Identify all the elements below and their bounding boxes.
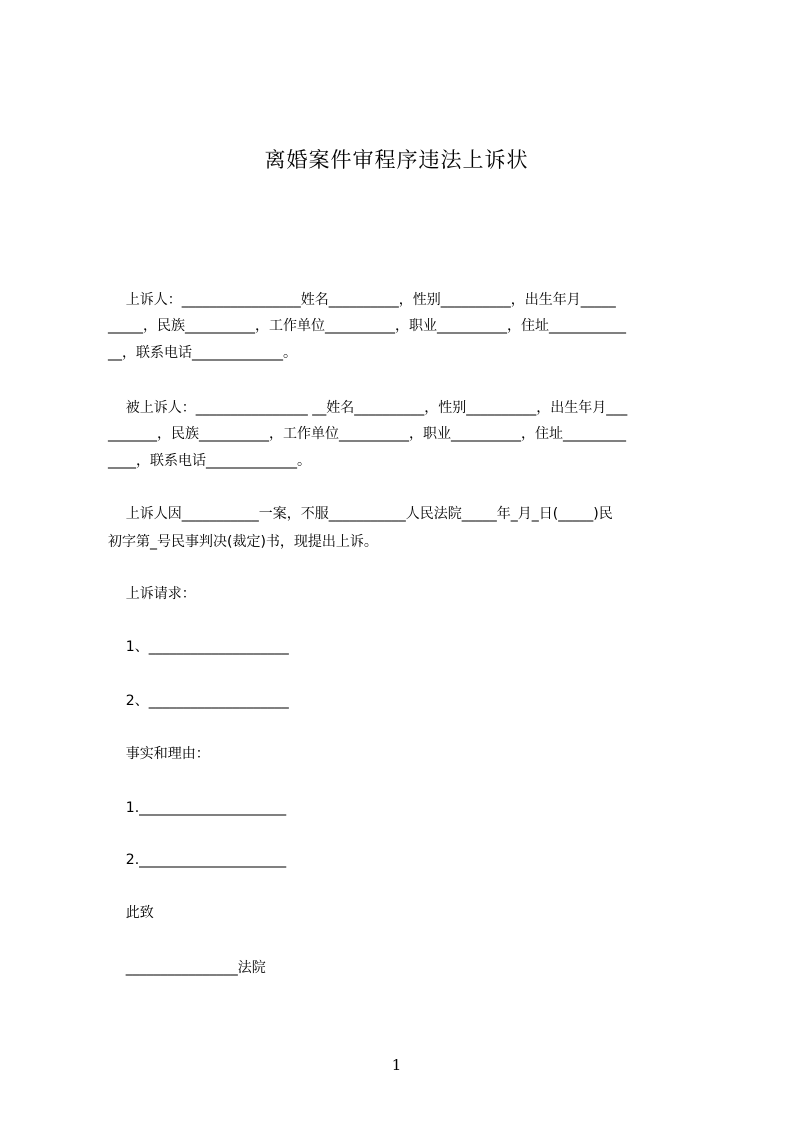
- request-item-1: 1、____________________: [108, 639, 289, 655]
- case-line-1: 上诉人因___________一案，不服___________人民法院_____年_月_日(_____)民: [108, 506, 613, 522]
- respondent-line-1: 被上诉人：________________ __姓名__________，性别__________，出生年月___: [108, 400, 628, 416]
- request-item-2: 2、____________________: [108, 693, 289, 709]
- facts-heading: 事实和理由：: [108, 746, 210, 762]
- closing-text: 此致: [108, 905, 154, 921]
- case-line-2: 初字第_号民事判决(裁定)书，现提出上诉。: [108, 534, 378, 550]
- respondent-line-2: _______，民族__________，工作单位__________，职业__________，住址_________: [108, 426, 626, 442]
- court-line: ________________法院: [108, 960, 266, 976]
- fact-item-2: 2._____________________: [108, 852, 287, 868]
- fact-item-1: 1._____________________: [108, 800, 287, 816]
- appellant-line-3: __，联系电话_____________。: [108, 345, 297, 361]
- document-title: 离婚案件审程序违法上诉状: [264, 148, 529, 172]
- appellant-line-1: 上诉人：_________________姓名__________，性别__________，出生年月_____: [108, 292, 616, 308]
- respondent-line-3: ____，联系电话_____________。: [108, 453, 311, 469]
- requests-heading: 上诉请求：: [108, 586, 196, 602]
- page-number: 1: [391, 1056, 402, 1074]
- appellant-line-2: _____，民族__________，工作单位__________，职业__________，住址___________: [108, 318, 626, 334]
